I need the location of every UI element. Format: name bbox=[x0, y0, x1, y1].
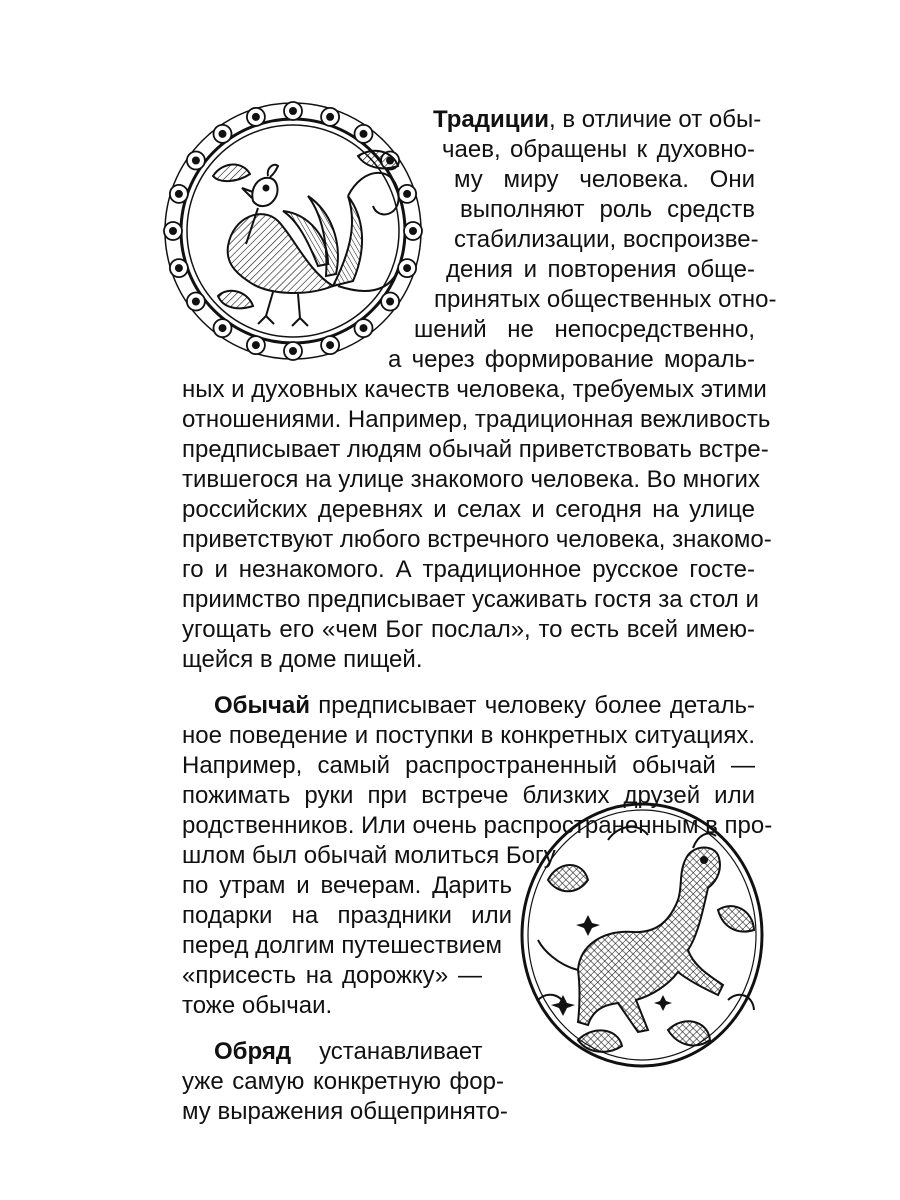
text-line: шений не непосредственно, bbox=[414, 316, 755, 343]
scallop-dot bbox=[289, 107, 297, 115]
scallop-dot bbox=[169, 227, 177, 235]
text-line: му выражения общепринято- bbox=[182, 1098, 508, 1125]
text-line: щейся в доме пищей. bbox=[182, 646, 423, 673]
scallop-dot bbox=[403, 190, 411, 198]
scallop-dot bbox=[192, 298, 200, 306]
text-line: приветствуют любого встречного человека, знакомо- bbox=[182, 526, 772, 553]
scallop-dot bbox=[360, 324, 368, 332]
text-line: пожимать руки при встрече близких друзей или bbox=[182, 782, 755, 809]
scallop-dot bbox=[175, 190, 183, 198]
text-line: стабилизации, воспроизве- bbox=[454, 226, 759, 253]
text-line: му миру человека. Они bbox=[454, 166, 755, 193]
term-traditions: Традиции bbox=[433, 106, 550, 133]
text-line: ных и духовных качеств человека, требуемых этими bbox=[182, 376, 767, 403]
scallop-dot bbox=[326, 341, 334, 349]
text-line: по утрам и вечерам. Дарить bbox=[182, 872, 512, 899]
text-line: а через формирование мораль- bbox=[388, 346, 755, 373]
text-line: Например, самый распространенный обычай — bbox=[182, 752, 755, 779]
text-line: выполняют роль средств bbox=[460, 196, 755, 223]
text-line: угощать его «чем Бог послал», то есть всей имею- bbox=[182, 616, 755, 643]
text-line: Обычай предписывает человеку более деталь- bbox=[214, 692, 755, 719]
scallop-dot bbox=[360, 130, 368, 138]
text-line: предписывает людям обычай приветствовать встре- bbox=[182, 436, 769, 463]
text-line: перед долгим путешествием bbox=[182, 932, 503, 959]
text-line: российских деревнях и селах и сегодня на улице bbox=[182, 496, 755, 523]
scallop-dot bbox=[219, 324, 227, 332]
scallop-dot bbox=[326, 113, 334, 121]
text-line: тившегося на улице знакомого человека. Во многих bbox=[182, 466, 760, 493]
text-line: приимство предписывает усаживать гостя за стол и bbox=[182, 586, 759, 613]
term-rite: Обряд bbox=[214, 1038, 292, 1065]
text-line: чаев, обращены к духовно- bbox=[442, 136, 755, 163]
text-line: Традиции, в отличие от обы- bbox=[433, 106, 762, 133]
scallop-dot bbox=[252, 113, 260, 121]
text-line: отношениями. Например, традиционная вежливость bbox=[182, 406, 771, 433]
text-line: принятых общественных отно- bbox=[434, 286, 777, 313]
text-line: дения и повторения обще- bbox=[446, 256, 755, 283]
scallop-dot bbox=[289, 347, 297, 355]
term-custom: Обычай bbox=[214, 692, 311, 719]
text-line: шлом был обычай молиться Богу bbox=[182, 842, 556, 869]
text-line: го и незнакомого. А традиционное русское госте- bbox=[182, 556, 755, 583]
scallop-dot bbox=[219, 130, 227, 138]
text-line: «присесть на дорожку» — bbox=[182, 962, 482, 989]
scallop-dot bbox=[386, 298, 394, 306]
text-line: ное поведение и поступки в конкретных ситуациях. bbox=[182, 722, 755, 749]
text-line: подарки на праздники или bbox=[182, 902, 512, 929]
scallop-dot bbox=[252, 341, 260, 349]
text-line: родственников. Или очень распространенным в про- bbox=[182, 812, 773, 839]
text-line: тоже обычаи. bbox=[182, 992, 333, 1019]
scallop-dot bbox=[403, 264, 411, 272]
scallop-dot bbox=[192, 157, 200, 165]
text-line: уже самую конкретную фор- bbox=[182, 1068, 504, 1095]
scallop-dot bbox=[175, 264, 183, 272]
bird-medallion-icon bbox=[158, 96, 428, 366]
scallop-dot bbox=[409, 227, 417, 235]
text-line: Обряд устанавливает bbox=[214, 1038, 483, 1065]
